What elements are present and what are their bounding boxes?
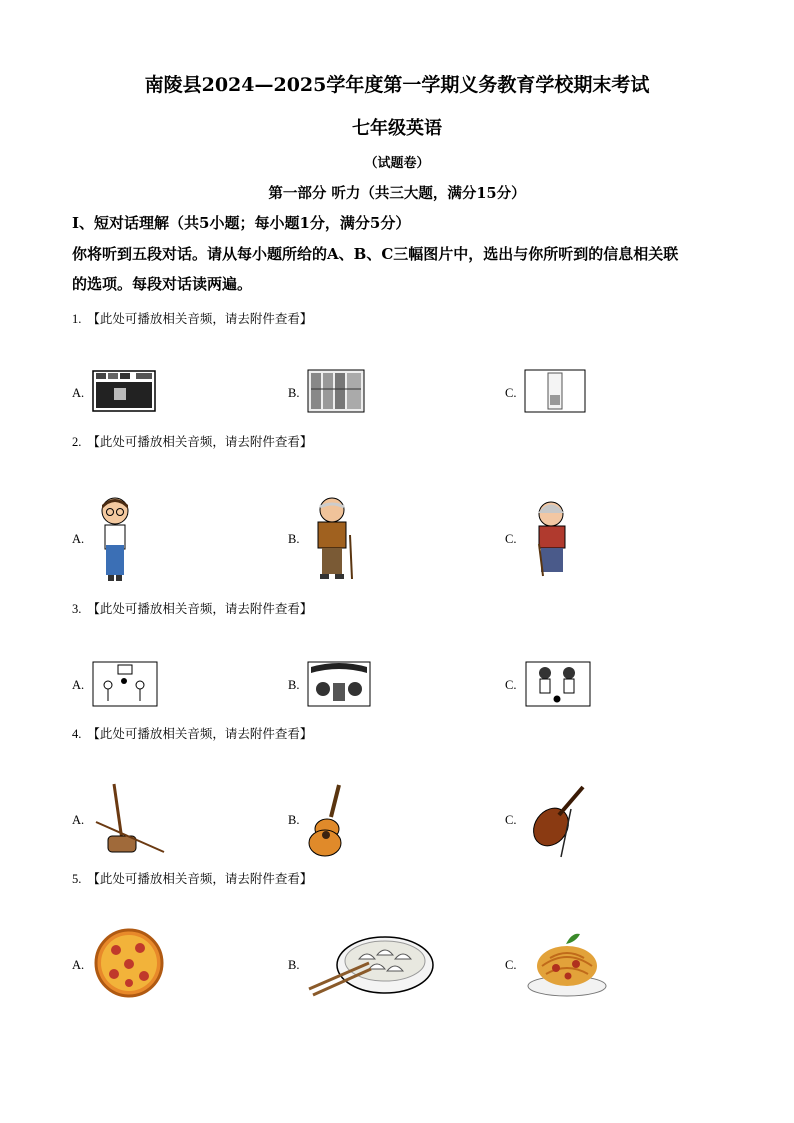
violin-picture[interactable]	[525, 781, 589, 859]
option-label-a: A.	[72, 813, 85, 827]
option-label-b: B.	[288, 386, 300, 400]
option-label-b: B.	[288, 532, 300, 546]
question-number: 1.	[72, 312, 82, 326]
old-man-picture[interactable]	[310, 495, 358, 581]
section-heading: I、短对话理解（共5小题；每小题1分，满分5分）	[72, 214, 411, 232]
option-label-c: C.	[505, 386, 517, 400]
question-number: 3.	[72, 602, 82, 616]
instruction-line-1: 你将听到五段对话。请从每小题所给的A、B、C三幅图片中，选出与你所听到的信息相关联	[72, 245, 679, 263]
instruction-line-2: 的选项。每段对话读两遍。	[72, 275, 253, 293]
option-label-a: A.	[72, 532, 85, 546]
guitar-picture[interactable]	[307, 783, 353, 857]
option-label-b: B.	[288, 813, 300, 827]
audio-prompt: 【此处可播放相关音频，请去附件查看】	[87, 312, 313, 326]
question-number: 5.	[72, 872, 82, 886]
tv-picture[interactable]	[92, 370, 156, 412]
spaghetti-picture[interactable]	[526, 928, 608, 1000]
soccer-picture[interactable]	[525, 661, 591, 707]
exam-title: 南陵县2024—2025学年度第一学期义务教育学校期末考试	[144, 74, 650, 96]
pizza-picture[interactable]	[94, 928, 164, 998]
question-number: 2.	[72, 435, 82, 449]
paper-type: （试题卷）	[364, 156, 430, 171]
option-label-b: B.	[288, 678, 300, 692]
option-label-c: C.	[505, 813, 517, 827]
part-heading: 第一部分 听力（共三大题，满分15分）	[268, 185, 526, 202]
option-label-c: C.	[505, 958, 517, 972]
question-3	[72, 599, 312, 617]
audio-prompt: 【此处可播放相关音频，请去附件查看】	[87, 727, 313, 741]
dumplings-picture[interactable]	[307, 925, 435, 997]
air-conditioner-picture[interactable]	[524, 369, 586, 413]
chess-picture[interactable]	[307, 661, 371, 707]
audio-prompt: 【此处可播放相关音频，请去附件查看】	[87, 872, 313, 886]
question-5	[72, 869, 312, 887]
old-woman-picture[interactable]	[527, 500, 575, 580]
boy-picture[interactable]	[95, 495, 135, 583]
erhu-picture[interactable]	[92, 780, 168, 858]
question-4	[72, 724, 312, 742]
option-label-a: A.	[72, 386, 85, 400]
option-label-a: A.	[72, 958, 85, 972]
option-label-c: C.	[505, 678, 517, 692]
exam-subtitle: 七年级英语	[352, 118, 442, 139]
question-number: 4.	[72, 727, 82, 741]
option-label-b: B.	[288, 958, 300, 972]
audio-prompt: 【此处可播放相关音频，请去附件查看】	[87, 435, 313, 449]
basketball-picture[interactable]	[92, 661, 158, 707]
audio-prompt: 【此处可播放相关音频，请去附件查看】	[87, 602, 313, 616]
option-label-c: C.	[505, 532, 517, 546]
fridge-picture[interactable]	[307, 369, 365, 413]
question-2	[72, 432, 312, 450]
question-1	[72, 309, 312, 327]
option-label-a: A.	[72, 678, 85, 692]
